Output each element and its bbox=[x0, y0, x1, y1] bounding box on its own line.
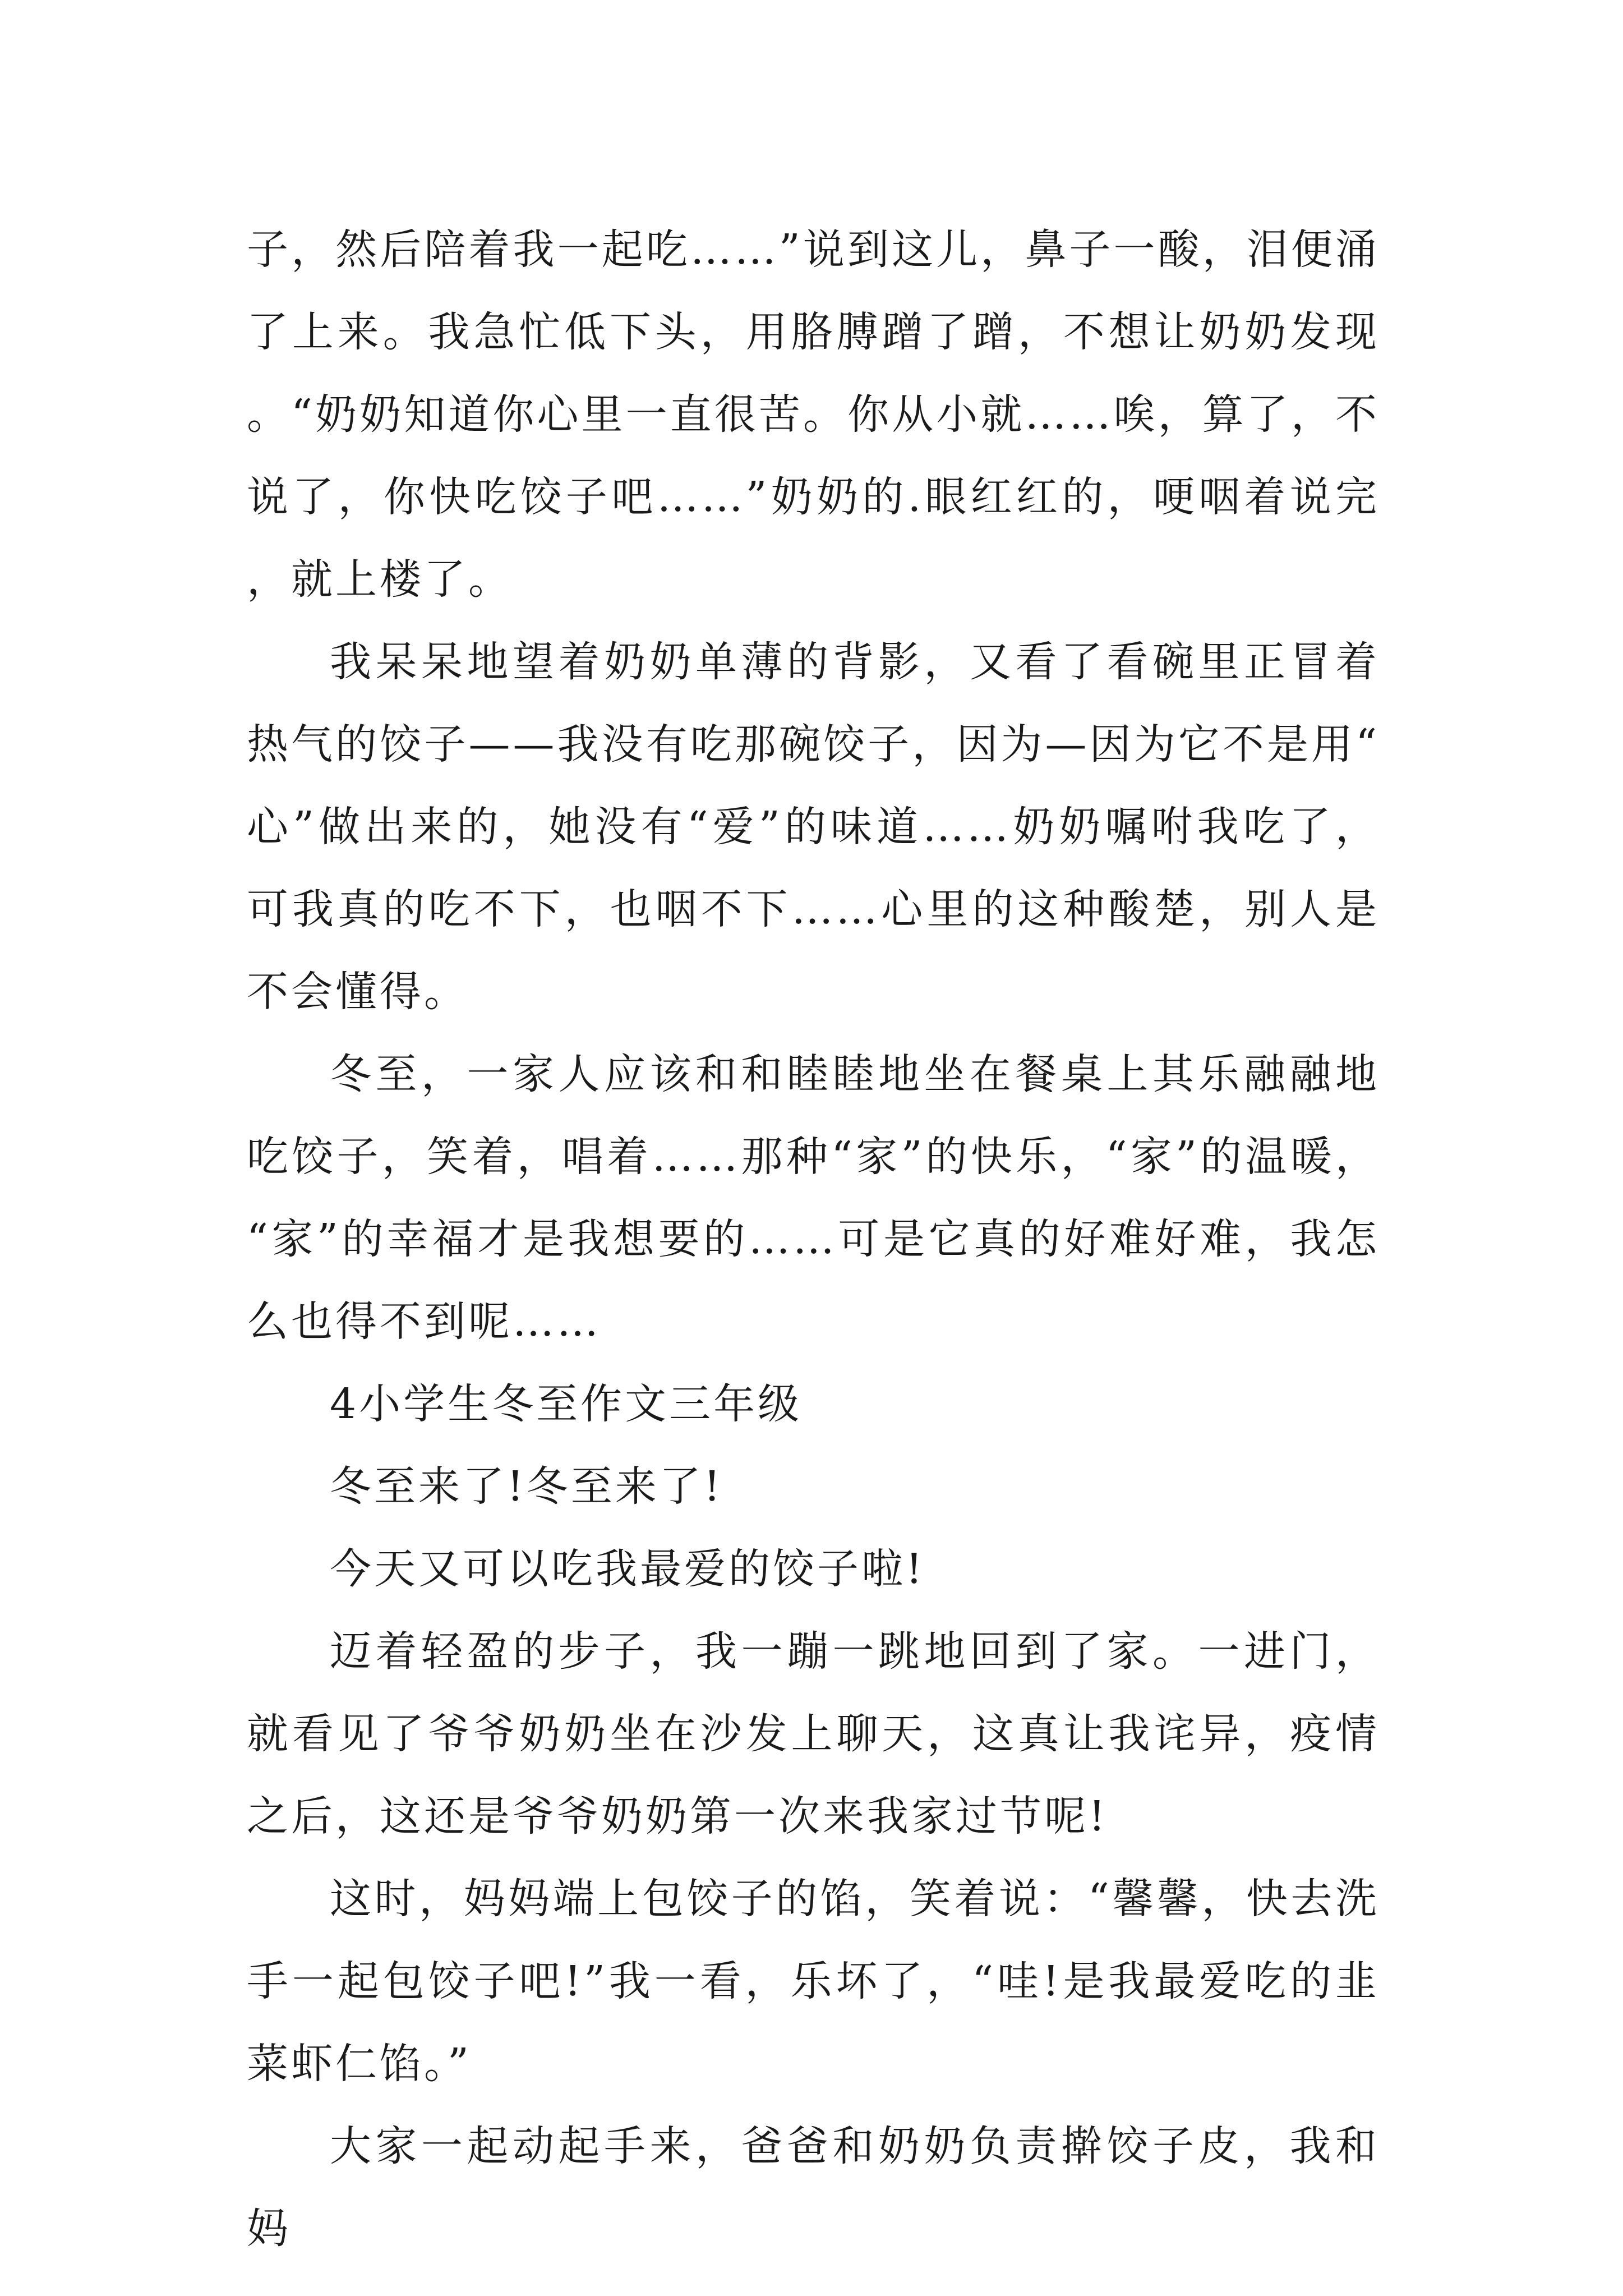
paragraph-5: 冬至来了!冬至来了! bbox=[330, 1462, 723, 1511]
paragraph-2: 我呆呆地望着奶奶单薄的背影，又看了看碗里正冒着热气的饺子——我没有吃那碗饺子，因为—因为它不是用“心”做出来的，她没有“爱”的味道……奶奶嘱咐我吃了，可我真的吃不下，也咽不下……心里的这种酸楚，别人是不会懂得。 bbox=[247, 638, 1380, 1016]
body-text bbox=[247, 209, 1380, 2270]
paragraph-9: 大家一起动起手来，爸爸和奶奶负责擀饺子皮，我和妈 bbox=[247, 2122, 1380, 2253]
paragraph-7: 迈着轻盈的步子，我一蹦一跳地回到了家。一进门，就看见了爷爷奶奶坐在沙发上聊天，这真让我诧异，疫情之后，这还是爷爷奶奶第一次来我家过节呢! bbox=[247, 1627, 1380, 1841]
section-heading: 4小学生冬至作文三年级 bbox=[330, 1380, 803, 1428]
paragraph-1: 子，然后陪着我一起吃……”说到这儿，鼻子一酸，泪便涌了上来。我急忙低下头，用胳膊蹭了蹭，不想让奶奶发现。“奶奶知道你心里一直很苦。你从小就……唉，算了，不说了，你快吃饺子吧……”奶奶的.眼红红的，哽咽着说完，就上楼了。 bbox=[247, 226, 1380, 604]
paragraph-8: 这时，妈妈端上包饺子的馅，笑着说：“馨馨，快去洗手一起包饺子吧!”我一看，乐坏了，“哇!是我最爱吃的韭菜虾仁馅。” bbox=[247, 1875, 1380, 2088]
paragraph-6: 今天又可以吃我最爱的饺子啦! bbox=[330, 1545, 925, 1593]
paragraph-3: 冬至，一家人应该和和睦睦地坐在餐桌上其乐融融地吃饺子，笑着，唱着……那种“家”的快乐，“家”的温暖，“家”的幸福才是我想要的……可是它真的好难好难，我怎么也得不到呢…… bbox=[247, 1050, 1380, 1346]
